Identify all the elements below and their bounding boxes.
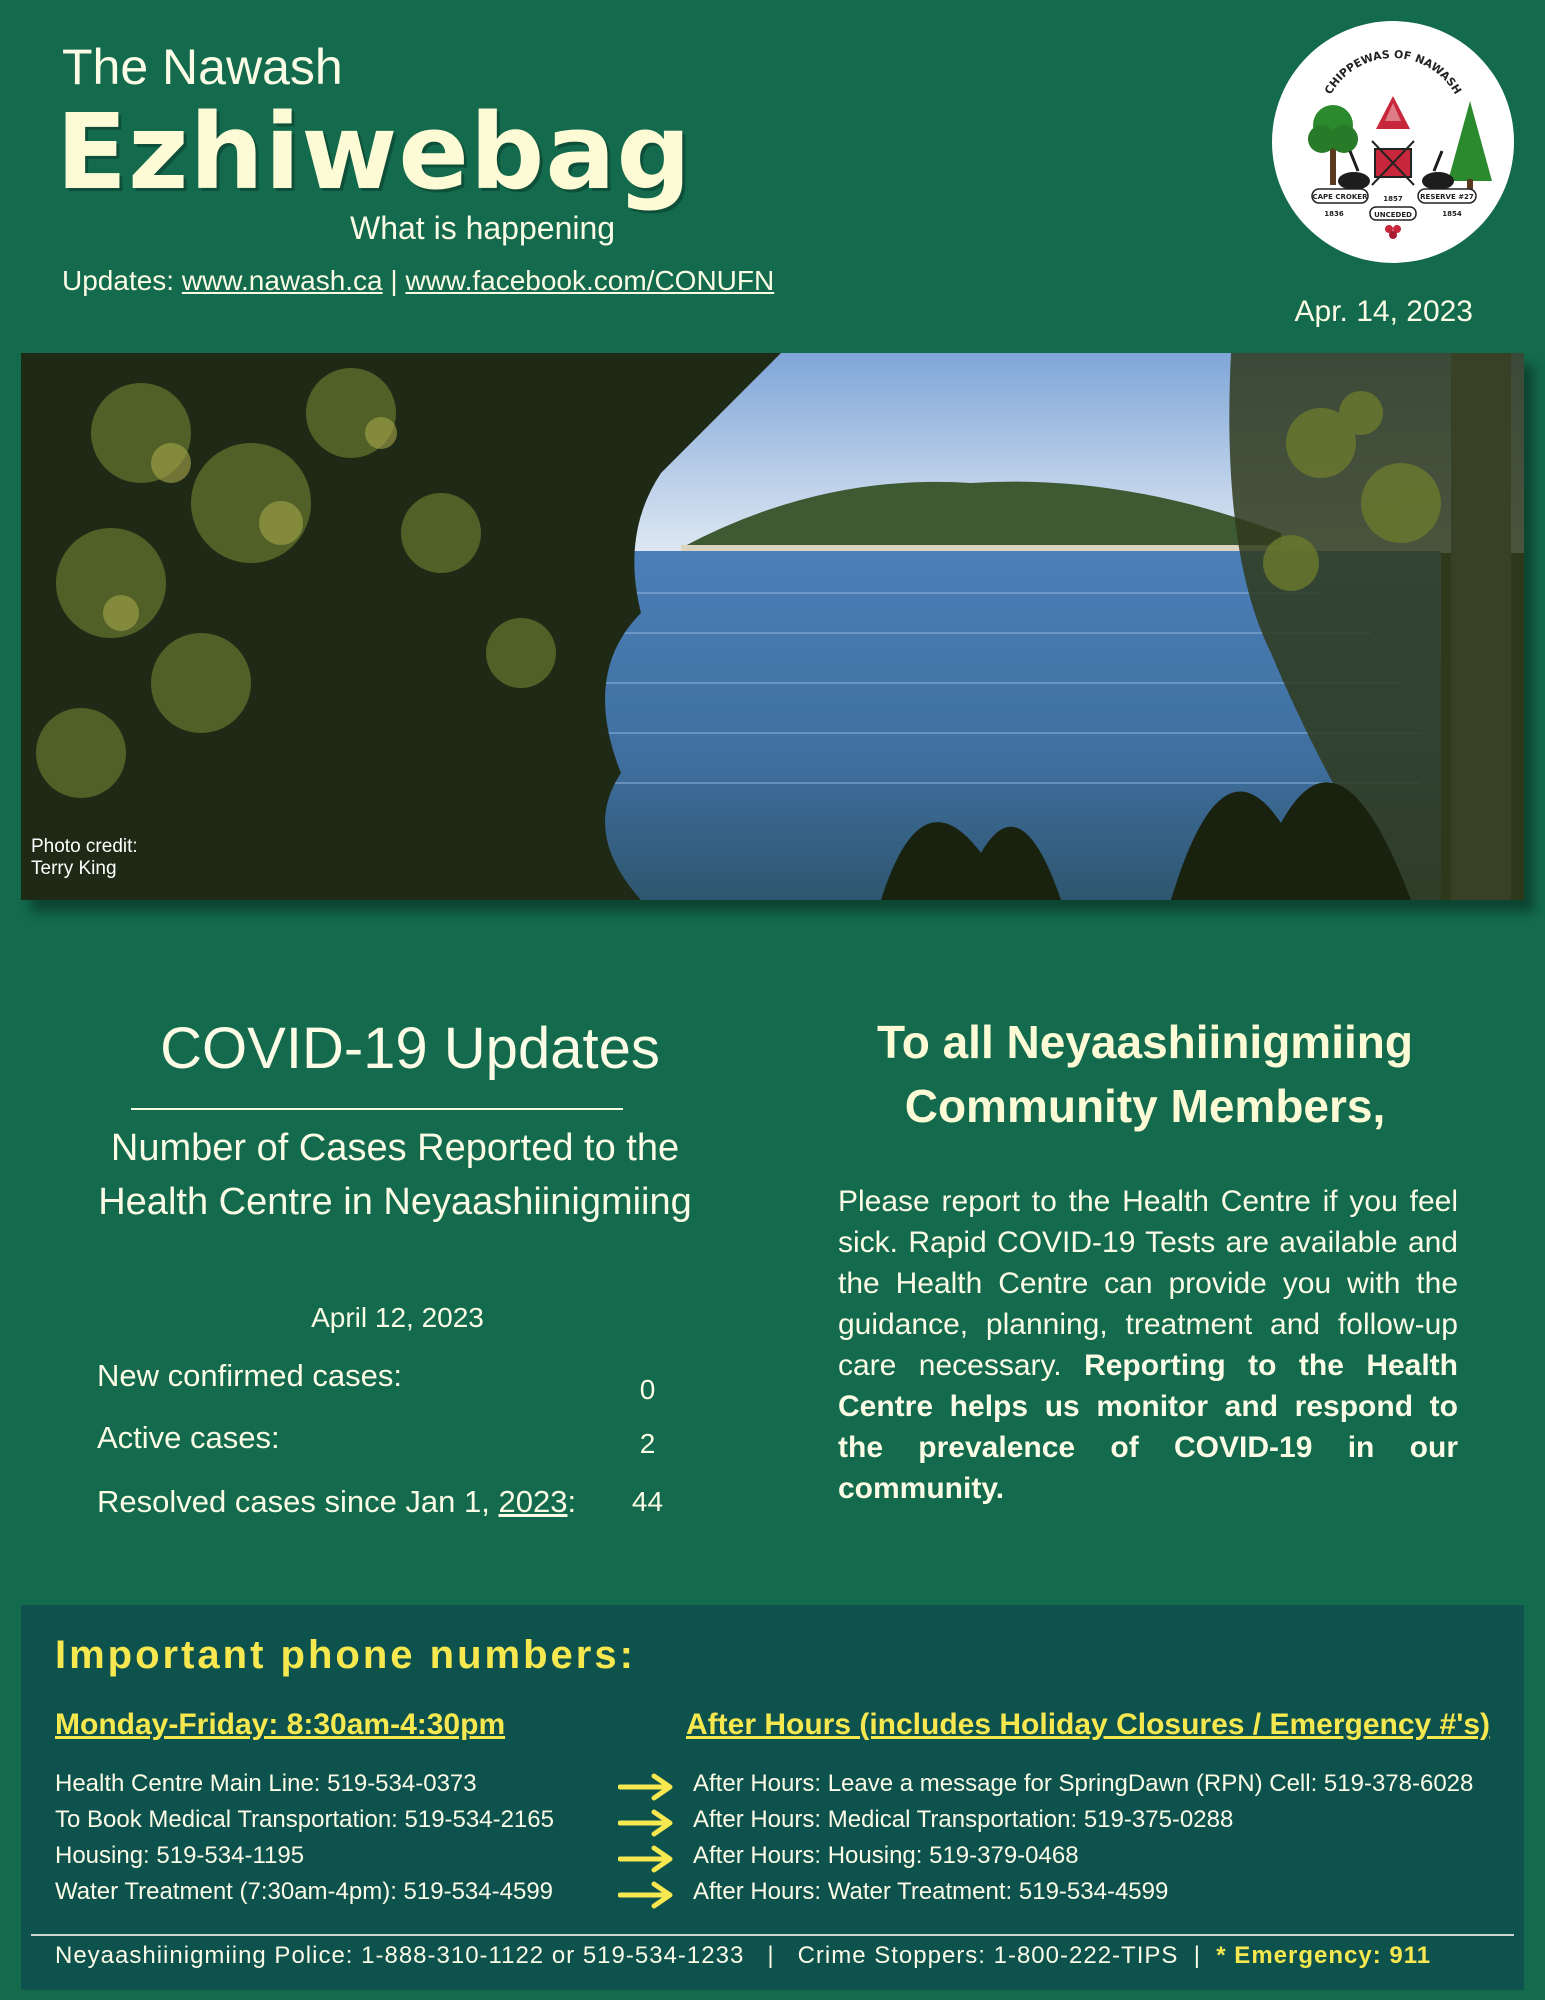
stat-label-resolved bbox=[97, 1484, 576, 1520]
svg-text:CHIPPEWAS OF NAWASH: CHIPPEWAS OF NAWASH bbox=[1321, 47, 1465, 97]
stat-value-active: 2 bbox=[639, 1428, 656, 1459]
chippewas-of-nawash-seal bbox=[1272, 21, 1514, 263]
covid-divider bbox=[131, 1108, 623, 1110]
phone-numbers-title: Important phone numbers: bbox=[55, 1633, 636, 1677]
stat-value-new: 0 bbox=[639, 1374, 656, 1405]
photo-credit-name: Terry King bbox=[31, 857, 117, 879]
teepee-icon bbox=[1376, 96, 1410, 129]
updates-separator: | bbox=[390, 265, 398, 296]
stat-value-resolved: 44 bbox=[631, 1486, 664, 1517]
berries-icon bbox=[1385, 225, 1401, 239]
emergency-number: * Emergency: 911 bbox=[1216, 1942, 1432, 1969]
drum-icon bbox=[1372, 141, 1414, 185]
phone-health-centre: Health Centre Main Line: 519-534-0373 bbox=[55, 1770, 477, 1797]
after-hours-springdawn: After Hours: Leave a message for SpringDawn (RPN) Cell: 519-378-6028 bbox=[693, 1770, 1474, 1797]
arrow-right-icon bbox=[618, 1844, 678, 1874]
covid-subtitle: Number of Cases Reported to the Health Centre in Neyaashiinigmiing bbox=[98, 1127, 692, 1223]
after-hours-heading: After Hours (includes Holiday Closures / Emergency #'s) bbox=[686, 1708, 1491, 1741]
masthead-kicker: The Nawash bbox=[62, 39, 343, 95]
seal-ribbon bbox=[1312, 189, 1476, 220]
stat-label-active: Active cases: bbox=[97, 1420, 280, 1455]
facebook-link[interactable]: www.facebook.com/CONUFN bbox=[405, 265, 775, 296]
stat-label-resolved-colon: : bbox=[567, 1484, 577, 1519]
phone-medical-transport: To Book Medical Transportation: 519-534-2165 bbox=[55, 1806, 554, 1833]
phone-housing: Housing: 519-534-1195 bbox=[55, 1842, 305, 1869]
lake-photo bbox=[21, 353, 1524, 900]
community-greeting: To all Neyaashiinigmiing Community Members, bbox=[877, 1016, 1413, 1133]
footer-separator: | bbox=[1193, 1942, 1201, 1969]
emergency-footer bbox=[55, 1942, 1431, 1970]
svg-text:1857: 1857 bbox=[1383, 195, 1403, 203]
footer-separator: | bbox=[767, 1942, 775, 1969]
updates-label: Updates: bbox=[62, 265, 175, 296]
svg-text:CAPE CROKER: CAPE CROKER bbox=[1312, 193, 1368, 201]
newsletter-title: Ezhiwebag bbox=[56, 91, 692, 213]
updates-line bbox=[62, 265, 774, 297]
svg-text:UNCEDED: UNCEDED bbox=[1374, 211, 1412, 219]
community-message bbox=[838, 1181, 1458, 1509]
arrow-right-icon bbox=[618, 1808, 678, 1838]
stat-label-new: New confirmed cases: bbox=[97, 1358, 402, 1393]
right-tree-icon bbox=[1448, 101, 1492, 189]
phone-water-treatment: Water Treatment (7:30am-4pm): 519-534-4599 bbox=[55, 1878, 554, 1905]
svg-text:1854: 1854 bbox=[1442, 210, 1462, 218]
photo-credit-label: Photo credit: bbox=[31, 836, 138, 857]
covid-title: COVID-19 Updates bbox=[160, 1016, 660, 1081]
newsletter-subtitle: What is happening bbox=[350, 210, 616, 246]
covid-report-date: April 12, 2023 bbox=[311, 1302, 484, 1333]
svg-text:RESERVE #27: RESERVE #27 bbox=[1420, 193, 1474, 201]
photo-credit bbox=[31, 836, 138, 880]
after-hours-water-treatment: After Hours: Water Treatment: 519-534-4599 bbox=[693, 1878, 1169, 1905]
weekday-hours-heading: Monday-Friday: 8:30am-4:30pm bbox=[55, 1708, 506, 1741]
police-number: Neyaashiinigmiing Police: 1-888-310-1122 or 519-534-1233 bbox=[55, 1942, 745, 1969]
after-hours-housing: After Hours: Housing: 519-379-0468 bbox=[693, 1842, 1079, 1869]
crime-stoppers-number: Crime Stoppers: 1-800-222-TIPS bbox=[797, 1942, 1179, 1969]
arrow-right-icon bbox=[618, 1772, 678, 1802]
stat-label-resolved-text: Resolved cases since Jan 1, bbox=[97, 1484, 499, 1519]
stat-label-resolved-year: 2023 bbox=[498, 1484, 568, 1519]
svg-text:1836: 1836 bbox=[1324, 210, 1344, 218]
community-message-plain: Please report to the Health Centre if you feel sick. Rapid COVID-19 Tests are available and the Health Centre can provide you with the guidance, planning, treatment and follow-up care necessary. bbox=[838, 1185, 1458, 1382]
community-message-bold: Reporting to the Health Centre helps us monitor and respond to the prevalence of COVID-19 in our community. bbox=[838, 1349, 1458, 1505]
website-link[interactable]: www.nawash.ca bbox=[181, 265, 383, 296]
after-hours-medical-transport: After Hours: Medical Transportation: 519-375-0288 bbox=[693, 1806, 1234, 1833]
phone-divider bbox=[31, 1934, 1514, 1936]
issue-date: Apr. 14, 2023 bbox=[1294, 295, 1473, 328]
arrow-right-icon bbox=[618, 1880, 678, 1910]
